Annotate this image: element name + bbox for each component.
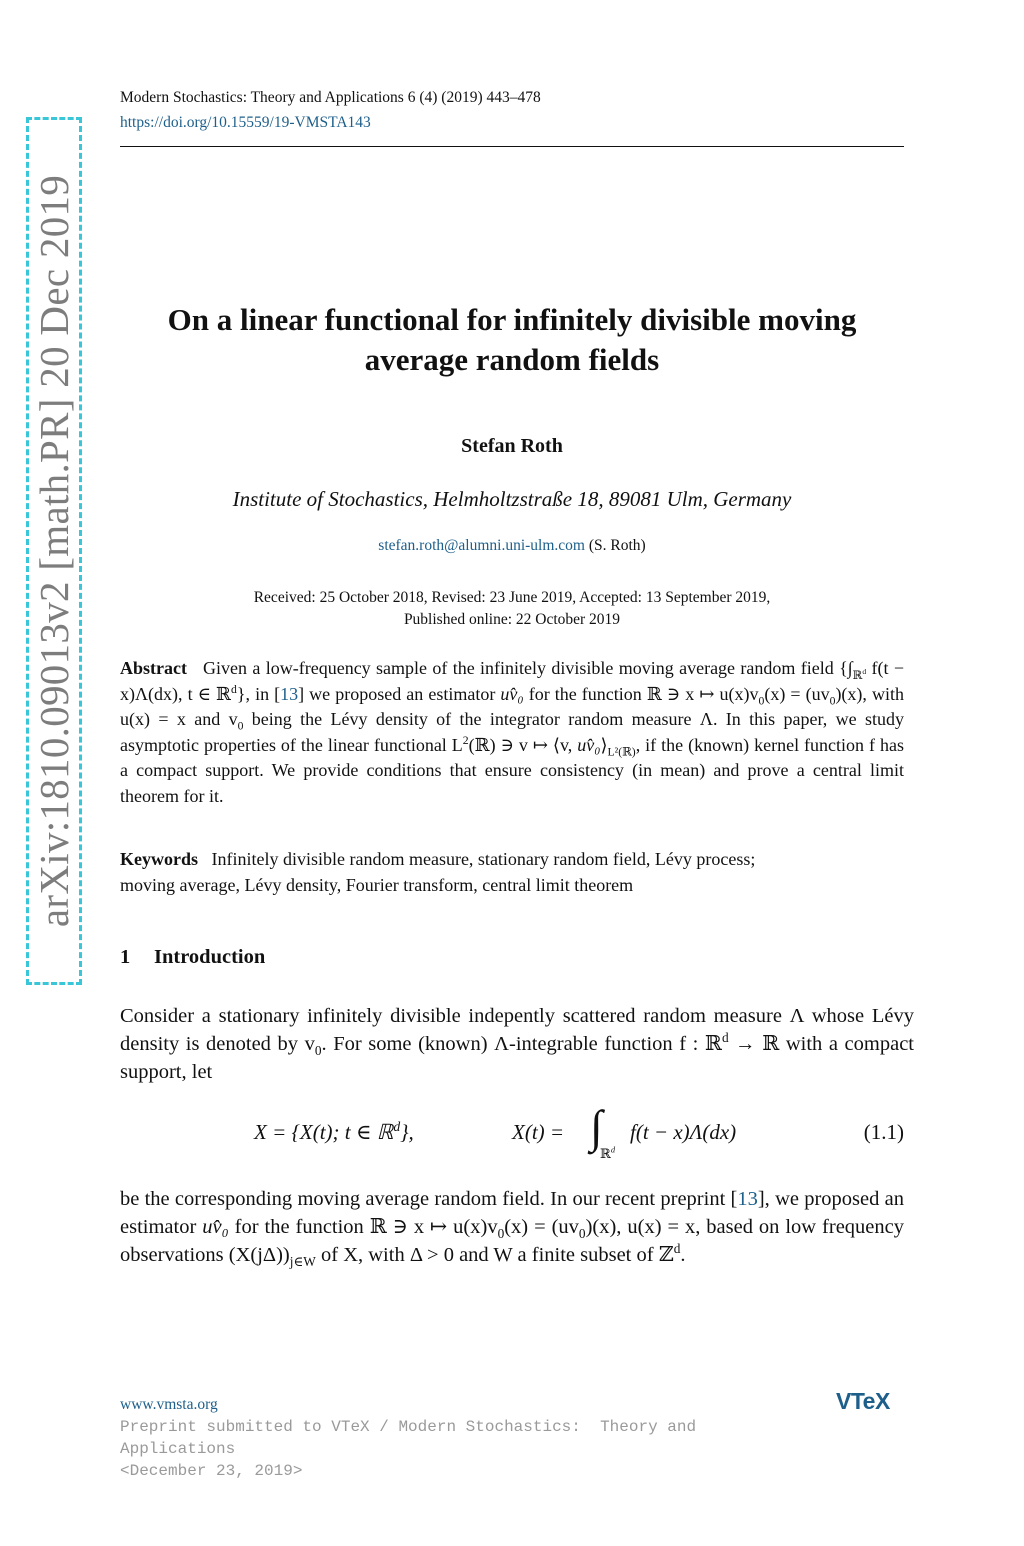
intro-sub-1: 0 — [314, 1043, 322, 1059]
intro-text-1c: → ℝ with a compact support, let — [120, 1033, 914, 1083]
abstract-sup-2: 2 — [462, 733, 469, 747]
abstract-text-3: }, in [ — [236, 683, 281, 704]
abstract-text-2: f(t − x)Λ(dx), t ∈ ℝ — [120, 658, 904, 704]
vtex-logo: VTeX — [836, 1388, 890, 1414]
intro-text-2c: for the function ℝ ∋ x ↦ u(x)v — [228, 1216, 498, 1238]
abstract-text-4: ] we proposed an estimator — [298, 683, 501, 704]
intro-text-2f: of X, with Δ > 0 and W a finite subset of ℤ — [315, 1244, 674, 1266]
keywords-line-1: Infinitely divisible random measure, stationary random field, Lévy process; — [211, 849, 756, 869]
abstract-label: Abstract — [120, 658, 187, 678]
title-line-2: average random fields — [364, 342, 660, 377]
dates-line-2: Published online: 22 October 2019 — [403, 611, 621, 628]
intro-sub-4: j∈W — [289, 1254, 316, 1270]
intro-text-2b: ], we proposed an estimator — [120, 1188, 904, 1238]
intro-text-2d: (x) = (uv — [504, 1216, 579, 1238]
affiliation: Institute of Stochastics, Helmholtzstraße 18, 89081 Ulm, Germany — [232, 487, 792, 511]
intro-text-1b: . For some (known) Λ-integrable function f : ℝ — [321, 1033, 722, 1055]
arxiv-stamp: arXiv:1810.09013v2 [math.PR] 20 Dec 2019 — [31, 174, 77, 928]
intro-sub-2: 0 — [497, 1226, 505, 1242]
integral-domain-sup: d — [610, 1144, 616, 1155]
abstract-sub-3: 0 — [237, 719, 244, 733]
abstract-int-sub: ℝ — [852, 668, 863, 682]
keywords-label: Keywords — [120, 849, 198, 869]
paper-title — [120, 300, 904, 380]
equation-number: (1.1) — [863, 1120, 904, 1144]
integral-domain — [600, 1146, 615, 1162]
abstract-text-10: ⟩ — [600, 734, 608, 755]
abstract-text-9: (ℝ) ∋ v ↦ ⟨v, — [468, 734, 578, 755]
section-title: Introduction — [154, 946, 266, 968]
abstract-text-8: being the Lévy density of the integrator random measure Λ. In this paper, we study asymptotic properties of the linear functional L — [120, 709, 904, 755]
intro-paragraph-2 — [120, 1185, 904, 1269]
abstract — [120, 656, 904, 809]
email-suffix: (S. Roth) — [588, 537, 646, 554]
preprint-note: Preprint submitted to VTeX / Modern Stochastics: Theory and Applications <December 23, 2019> — [120, 1418, 697, 1480]
keywords — [120, 847, 904, 898]
keywords-line-2: moving average, Lévy density, Fourier transform, central limit theorem — [120, 874, 634, 895]
intro-text-2g: . — [680, 1244, 686, 1266]
doi-link[interactable]: https://doi.org/10.15559/19-VMSTA143 — [120, 114, 371, 131]
equation-lhs-sup: d — [393, 1119, 401, 1134]
intro-sub-3: 0 — [578, 1226, 586, 1242]
abstract-text-11: , if the (known) kernel function f has a compact support. We provide conditions that ensure consistency (in mean) and prove a central limit theorem for it. — [120, 734, 904, 806]
publication-dates — [120, 587, 904, 631]
intro-text-2e: )(x), u(x) = x, based on low frequency observations (X(jΔ)) — [120, 1216, 904, 1266]
abstract-sup-1: d — [231, 682, 237, 696]
equation-1-1 — [120, 1101, 904, 1170]
estimator-symbol-3: uv̂₀ — [202, 1216, 229, 1238]
author-name: Stefan Roth — [461, 435, 563, 457]
intro-sup-1: d — [721, 1030, 729, 1046]
abstract-int-subsup: d — [862, 666, 867, 676]
abstract-text-6: (x) = (uv — [764, 683, 830, 704]
journal-website-link[interactable]: www.vmsta.org — [120, 1396, 218, 1413]
abstract-text-7: )(x), with u(x) = x and v — [120, 683, 904, 729]
estimator-symbol-2: uv̂₀ — [577, 734, 601, 755]
title-line-1: On a linear functional for infinitely divisible moving — [167, 302, 857, 337]
integrand: f(t − x)Λ(dx) — [630, 1120, 737, 1144]
equation-lhs-end: }, — [400, 1120, 414, 1144]
email-link[interactable]: stefan.roth@alumni.uni-ulm.com — [378, 537, 585, 554]
intro-text-2a: be the corresponding moving average random field. In our recent preprint [ — [120, 1188, 738, 1210]
dates-line-1: Received: 25 October 2018, Revised: 23 June 2019, Accepted: 13 September 2019, — [253, 589, 771, 606]
citation-link-13-b[interactable]: 13 — [737, 1188, 758, 1210]
section-number: 1 — [120, 946, 131, 968]
abstract-text-5: for the function ℝ ∋ x ↦ u(x)v — [523, 683, 759, 704]
integral-domain-base: ℝ — [600, 1146, 611, 1161]
equation-lhs-text: X = {X(t); t ∈ ℝ — [254, 1120, 394, 1144]
abstract-sub-2: 0 — [829, 694, 836, 708]
journal-citation: Modern Stochastics: Theory and Applications 6 (4) (2019) 443–478 — [120, 89, 541, 106]
abstract-sub-1: 0 — [758, 694, 765, 708]
abstract-sub-4: L²(ℝ) — [607, 745, 636, 759]
intro-text-1a: Consider a stationary infinitely divisible indepently scattered random measure Λ whose Lévy density is denoted by v — [120, 1005, 914, 1055]
intro-sup-2: d — [673, 1241, 681, 1257]
equation-lhs — [254, 1120, 414, 1145]
abstract-text-1: Given a low-frequency sample of the infinitely divisible moving average random field {∫ — [203, 658, 853, 678]
section-heading — [120, 946, 265, 969]
header-rule — [120, 146, 904, 147]
estimator-symbol: uv̂₀ — [500, 683, 524, 704]
intro-paragraph-1 — [120, 1002, 914, 1086]
integral-sign: ∫ — [590, 1101, 603, 1152]
email-line — [120, 537, 904, 555]
equation-rhs: X(t) = — [512, 1120, 565, 1144]
citation-link-13[interactable]: 13 — [280, 683, 299, 704]
